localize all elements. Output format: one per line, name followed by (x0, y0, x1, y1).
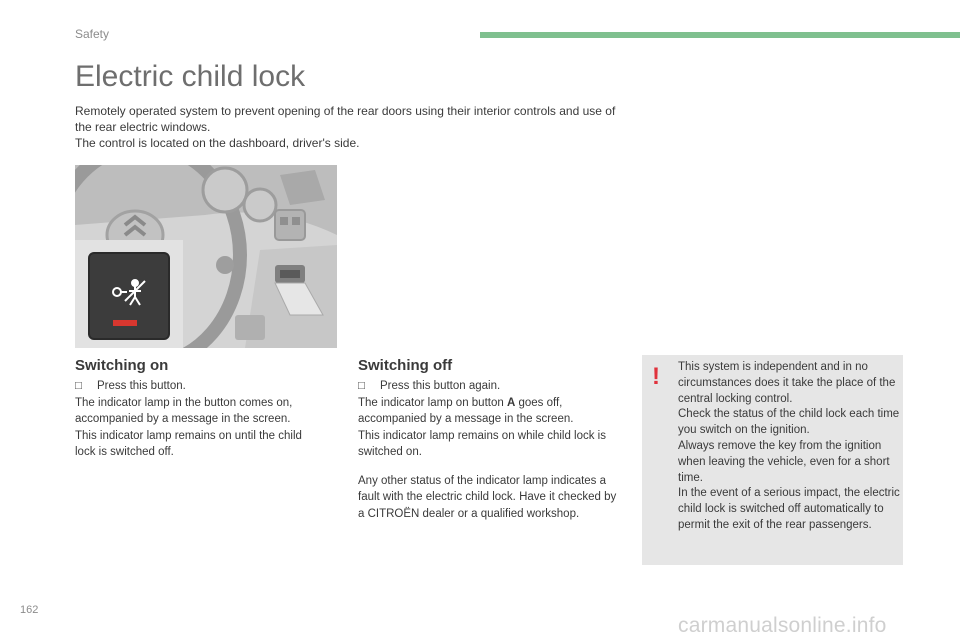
checkbox-bullet-icon: □ (75, 380, 82, 392)
switching-off-p1-post: goes off, accompanied by a message in the screen. (358, 396, 574, 425)
warning-text-4: In the event of a serious impact, the electric child lock is switched off automatically to permit the exit of the rear passengers. (678, 487, 900, 531)
switching-off-step (358, 378, 620, 395)
intro-paragraph-1: Remotely operated system to prevent opening of the rear doors using their interior controls and use of the rear electric windows. (75, 104, 616, 134)
watermark: carmanualsonline.info (678, 614, 887, 637)
header-accent-bar (480, 32, 960, 38)
section-label: Safety (75, 27, 110, 41)
exclamation-icon: ! (652, 363, 660, 390)
switching-off-paragraph-3: Any other status of the indicator lamp indicates a fault with the electric child lock. Have it checked by a CITROËN dealer or a qualified workshop. (358, 474, 617, 520)
intro-paragraph-2: The control is located on the dashboard, driver's side. (75, 136, 360, 150)
switching-off-section (358, 378, 620, 522)
warning-text-1: This system is independent and in no circumstances does it take the place of the central locking control. (678, 361, 896, 405)
switching-off-heading: Switching off (358, 357, 453, 374)
switching-on-step (75, 378, 325, 395)
switching-off-p1-pre: The indicator lamp on button (358, 396, 507, 409)
warning-box (642, 355, 903, 565)
checkbox-bullet-icon: □ (358, 380, 365, 392)
intro-text (75, 103, 635, 151)
warning-text (678, 360, 900, 534)
switching-on-heading: Switching on (75, 357, 169, 374)
warning-text-2: Check the status of the child lock each time you switch on the ignition. (678, 408, 900, 437)
switching-off-paragraph-2: This indicator lamp remains on while child lock is switched on. (358, 429, 606, 458)
page-title: Electric child lock (75, 60, 306, 93)
switching-on-paragraph-2: This indicator lamp remains on until the child lock is switched off. (75, 429, 302, 458)
button-a-label: A (506, 396, 516, 409)
dashboard-illustration (75, 165, 337, 348)
switching-off-paragraph-1 (358, 395, 620, 428)
switching-on-step-text: Press this button. (97, 380, 186, 392)
warning-text-3: Always remove the key from the ignition when leaving the vehicle, even for a short time. (678, 439, 890, 484)
switching-on-section (75, 378, 325, 461)
switching-on-paragraph-1: The indicator lamp in the button comes on, accompanied by a message in the screen. (75, 396, 293, 425)
page-number: 162 (20, 604, 39, 616)
dashboard-illustration-svg (75, 165, 337, 348)
switching-off-step-text: Press this button again. (380, 380, 501, 392)
